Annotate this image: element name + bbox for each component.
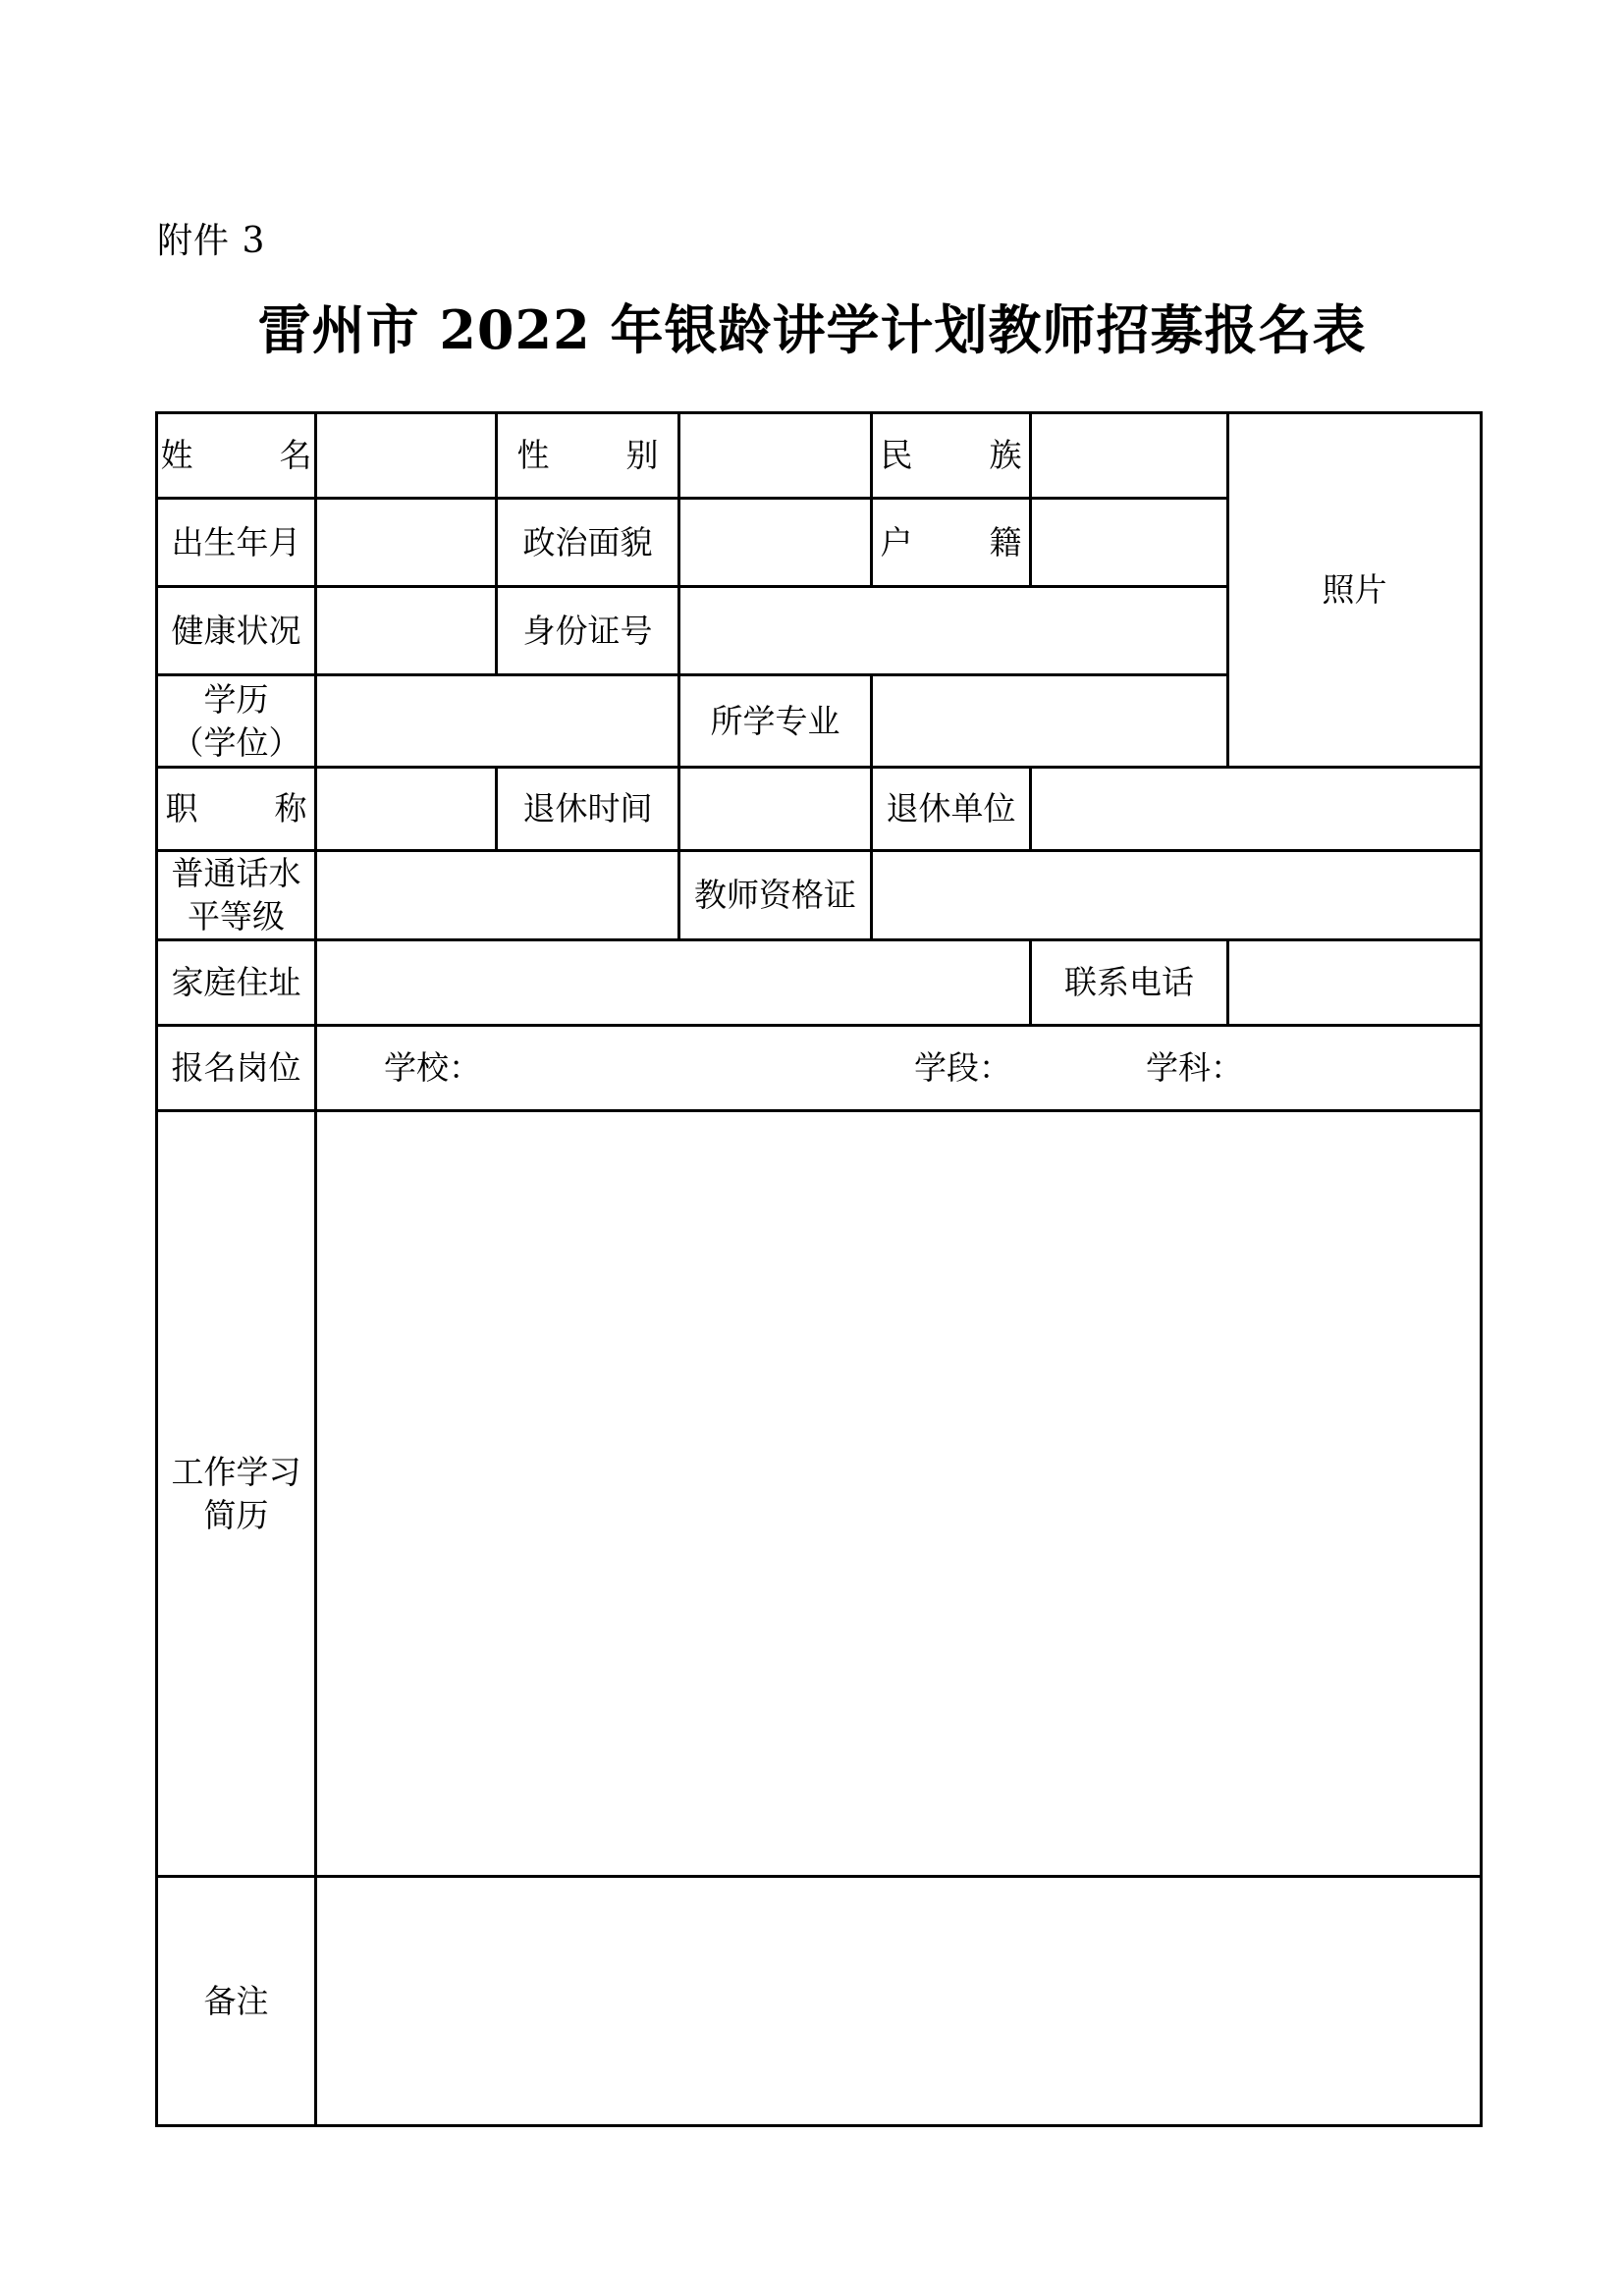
- field-name[interactable]: [316, 413, 497, 499]
- field-education[interactable]: [316, 675, 679, 768]
- post-stage-label: 学段：: [914, 1048, 1011, 1087]
- field-retire-unit[interactable]: [1031, 768, 1482, 851]
- photo-cell[interactable]: 照片: [1228, 413, 1482, 768]
- label-title: 职 称: [157, 768, 316, 851]
- page-title: 雷州市 2022 年银龄讲学计划教师招募报名表: [257, 298, 1367, 361]
- field-address[interactable]: [316, 940, 1031, 1026]
- field-birth[interactable]: [316, 499, 497, 587]
- label-id-number: 身份证号: [497, 587, 679, 675]
- label-household: 户 籍: [872, 499, 1031, 587]
- label-teacher-cert: 教师资格证: [679, 851, 872, 940]
- label-birth: 出生年月: [157, 499, 316, 587]
- field-household[interactable]: [1031, 499, 1228, 587]
- label-education: 学历 （学位）: [157, 675, 316, 768]
- label-gender: 性 别: [497, 413, 679, 499]
- field-retire-time[interactable]: [679, 768, 872, 851]
- field-gender[interactable]: [679, 413, 872, 499]
- label-post: 报名岗位: [157, 1026, 316, 1111]
- field-major[interactable]: [872, 675, 1228, 768]
- label-name: 姓 名: [157, 413, 316, 499]
- field-teacher-cert[interactable]: [872, 851, 1482, 940]
- field-political[interactable]: [679, 499, 872, 587]
- label-retire-time: 退休时间: [497, 768, 679, 851]
- field-title[interactable]: [316, 768, 497, 851]
- registration-form-table: [155, 411, 1483, 2127]
- label-ethnicity: 民 族: [872, 413, 1031, 499]
- post-subject-label: 学科：: [1146, 1048, 1243, 1087]
- label-phone: 联系电话: [1031, 940, 1228, 1026]
- field-ethnicity[interactable]: [1031, 413, 1228, 499]
- field-health[interactable]: [316, 587, 497, 675]
- field-remarks[interactable]: [316, 1877, 1482, 2126]
- label-major: 所学专业: [679, 675, 872, 768]
- field-post[interactable]: [316, 1026, 1482, 1111]
- field-mandarin[interactable]: [316, 851, 679, 940]
- field-id-number[interactable]: [679, 587, 1228, 675]
- label-retire-unit: 退休单位: [872, 768, 1031, 851]
- post-school-label: 学校：: [384, 1048, 481, 1087]
- label-health: 健康状况: [157, 587, 316, 675]
- label-remarks: 备注: [157, 1877, 316, 2126]
- field-resume[interactable]: [316, 1111, 1482, 1877]
- label-resume: 工作学习 简历: [157, 1111, 316, 1877]
- label-political: 政治面貌: [497, 499, 679, 587]
- field-phone[interactable]: [1228, 940, 1482, 1026]
- label-mandarin: 普通话水 平等级: [157, 851, 316, 940]
- annex-label: 附件 3: [157, 221, 266, 261]
- label-address: 家庭住址: [157, 940, 316, 1026]
